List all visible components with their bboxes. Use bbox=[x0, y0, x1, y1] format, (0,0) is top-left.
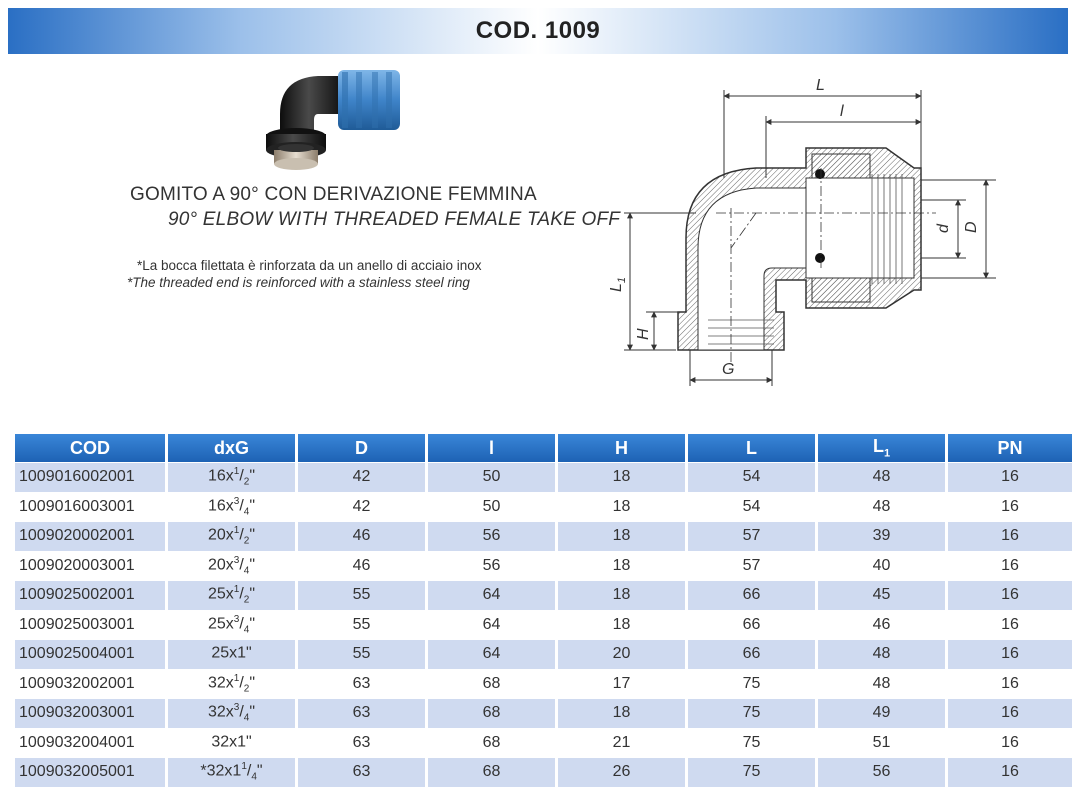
col-header-dxg: dxG bbox=[168, 431, 295, 462]
description-italian: GOMITO A 90° CON DERIVAZIONE FEMMINA bbox=[130, 184, 537, 205]
col-header-L: L bbox=[688, 431, 815, 462]
cell-cod: 1009020003001 bbox=[15, 551, 165, 581]
cell-H: 18 bbox=[558, 521, 685, 551]
note-english: *The threaded end is reinforced with a stainless steel ring bbox=[127, 275, 470, 290]
cell-dxg: $25x^1/_2$" bbox=[168, 580, 295, 610]
cell-H: 18 bbox=[558, 580, 685, 610]
table-row bbox=[15, 639, 1072, 669]
cell-H: 17 bbox=[558, 669, 685, 699]
col-header-PN: PN bbox=[948, 431, 1072, 462]
cell-H: 18 bbox=[558, 698, 685, 728]
product-photo bbox=[258, 62, 418, 174]
cell-l: 50 bbox=[428, 492, 555, 522]
col-header-l: l bbox=[428, 431, 555, 462]
col-header-L1: $L_1$ bbox=[818, 431, 945, 462]
cell-cod: 1009016002001 bbox=[15, 462, 165, 492]
page-title: COD. 1009 bbox=[475, 17, 601, 44]
cell-L: 57 bbox=[688, 551, 815, 581]
table-row bbox=[15, 728, 1072, 758]
cell-L: 75 bbox=[688, 728, 815, 758]
cell-l: 56 bbox=[428, 521, 555, 551]
cell-PN: 16 bbox=[948, 610, 1072, 640]
cell-H: 21 bbox=[558, 728, 685, 758]
cell-dxg: $32x^3/_4$" bbox=[168, 698, 295, 728]
cell-PN: 16 bbox=[948, 639, 1072, 669]
cell-L1: 49 bbox=[818, 698, 945, 728]
cell-PN: 16 bbox=[948, 580, 1072, 610]
cell-L1: 48 bbox=[818, 669, 945, 699]
cell-dxg: $16x^3/_4$" bbox=[168, 492, 295, 522]
cell-cod: 1009032002001 bbox=[15, 669, 165, 699]
cell-l: 64 bbox=[428, 639, 555, 669]
cell-cod: 1009020002001 bbox=[15, 521, 165, 551]
table-row bbox=[15, 580, 1072, 610]
cell-H: 18 bbox=[558, 462, 685, 492]
cell-L1: 40 bbox=[818, 551, 945, 581]
cell-L1: 48 bbox=[818, 462, 945, 492]
cell-L: 54 bbox=[688, 492, 815, 522]
cell-L: 75 bbox=[688, 757, 815, 787]
spec-table bbox=[12, 431, 1075, 787]
cell-L: 75 bbox=[688, 698, 815, 728]
cell-dxg: $20x^1/_2$" bbox=[168, 521, 295, 551]
label-H: H bbox=[635, 328, 652, 340]
cell-dxg: 32x1" bbox=[168, 728, 295, 758]
cell-D: 63 bbox=[298, 698, 425, 728]
cell-D: 42 bbox=[298, 492, 425, 522]
cell-L: 66 bbox=[688, 610, 815, 640]
cell-L1: 48 bbox=[818, 492, 945, 522]
cell-dxg: $*32x1^1/_4$" bbox=[168, 757, 295, 787]
cell-l: 68 bbox=[428, 669, 555, 699]
technical-drawing bbox=[596, 68, 1006, 396]
cell-PN: 16 bbox=[948, 521, 1072, 551]
cell-D: 63 bbox=[298, 669, 425, 699]
cell-L1: 48 bbox=[818, 639, 945, 669]
cell-cod: 1009032005001 bbox=[15, 757, 165, 787]
col-header-D: D bbox=[298, 431, 425, 462]
table-row bbox=[15, 669, 1072, 699]
label-L: L bbox=[816, 77, 825, 94]
cell-L1: 46 bbox=[818, 610, 945, 640]
table-row bbox=[15, 551, 1072, 581]
cell-H: 18 bbox=[558, 610, 685, 640]
table-row bbox=[15, 757, 1072, 787]
cell-cod: 1009016003001 bbox=[15, 492, 165, 522]
cell-cod: 1009032003001 bbox=[15, 698, 165, 728]
table-row bbox=[15, 610, 1072, 640]
cell-D: 55 bbox=[298, 580, 425, 610]
cell-cod: 1009025002001 bbox=[15, 580, 165, 610]
cell-PN: 16 bbox=[948, 698, 1072, 728]
cell-D: 46 bbox=[298, 521, 425, 551]
col-header-H: H bbox=[558, 431, 685, 462]
table-row bbox=[15, 462, 1072, 492]
cell-D: 55 bbox=[298, 610, 425, 640]
cell-D: 55 bbox=[298, 639, 425, 669]
cell-L1: 56 bbox=[818, 757, 945, 787]
cell-H: 20 bbox=[558, 639, 685, 669]
description-english: 90° ELBOW WITH THREADED FEMALE TAKE OFF bbox=[168, 209, 621, 230]
cell-cod: 1009025004001 bbox=[15, 639, 165, 669]
cell-dxg: $32x^1/_2$" bbox=[168, 669, 295, 699]
table-row bbox=[15, 492, 1072, 522]
note-italian: *La bocca filettata è rinforzata da un anello di acciaio inox bbox=[137, 258, 482, 273]
cell-PN: 16 bbox=[948, 492, 1072, 522]
cell-l: 68 bbox=[428, 698, 555, 728]
cell-H: 18 bbox=[558, 551, 685, 581]
cell-PN: 16 bbox=[948, 462, 1072, 492]
cell-PN: 16 bbox=[948, 757, 1072, 787]
cell-L1: 51 bbox=[818, 728, 945, 758]
label-d: d bbox=[935, 224, 952, 233]
cell-H: 26 bbox=[558, 757, 685, 787]
cell-PN: 16 bbox=[948, 728, 1072, 758]
cell-D: 63 bbox=[298, 757, 425, 787]
cell-L: 57 bbox=[688, 521, 815, 551]
label-l: l bbox=[840, 103, 844, 120]
label-L1: $L_1$ bbox=[608, 276, 628, 292]
cell-H: 18 bbox=[558, 492, 685, 522]
cell-dxg: 25x1" bbox=[168, 639, 295, 669]
cell-cod: 1009025003001 bbox=[15, 610, 165, 640]
cell-dxg: $25x^3/_4$" bbox=[168, 610, 295, 640]
cell-l: 64 bbox=[428, 610, 555, 640]
label-D: D bbox=[963, 221, 980, 233]
cell-PN: 16 bbox=[948, 551, 1072, 581]
table-header-row bbox=[15, 431, 1072, 462]
table-row bbox=[15, 698, 1072, 728]
cell-D: 63 bbox=[298, 728, 425, 758]
cell-L1: 45 bbox=[818, 580, 945, 610]
cell-PN: 16 bbox=[948, 669, 1072, 699]
label-G: G bbox=[722, 361, 735, 378]
cell-L1: 39 bbox=[818, 521, 945, 551]
cell-l: 68 bbox=[428, 757, 555, 787]
cell-D: 42 bbox=[298, 462, 425, 492]
cell-dxg: $20x^3/_4$" bbox=[168, 551, 295, 581]
cell-l: 56 bbox=[428, 551, 555, 581]
cell-cod: 1009032004001 bbox=[15, 728, 165, 758]
cell-l: 68 bbox=[428, 728, 555, 758]
cell-D: 46 bbox=[298, 551, 425, 581]
cell-L: 66 bbox=[688, 580, 815, 610]
cell-l: 64 bbox=[428, 580, 555, 610]
cell-L: 54 bbox=[688, 462, 815, 492]
title-bar bbox=[8, 8, 1068, 54]
cell-dxg: $16x^1/_2$" bbox=[168, 462, 295, 492]
cell-L: 75 bbox=[688, 669, 815, 699]
table-row bbox=[15, 521, 1072, 551]
cell-l: 50 bbox=[428, 462, 555, 492]
cell-L: 66 bbox=[688, 639, 815, 669]
col-header-cod: COD bbox=[15, 431, 165, 462]
